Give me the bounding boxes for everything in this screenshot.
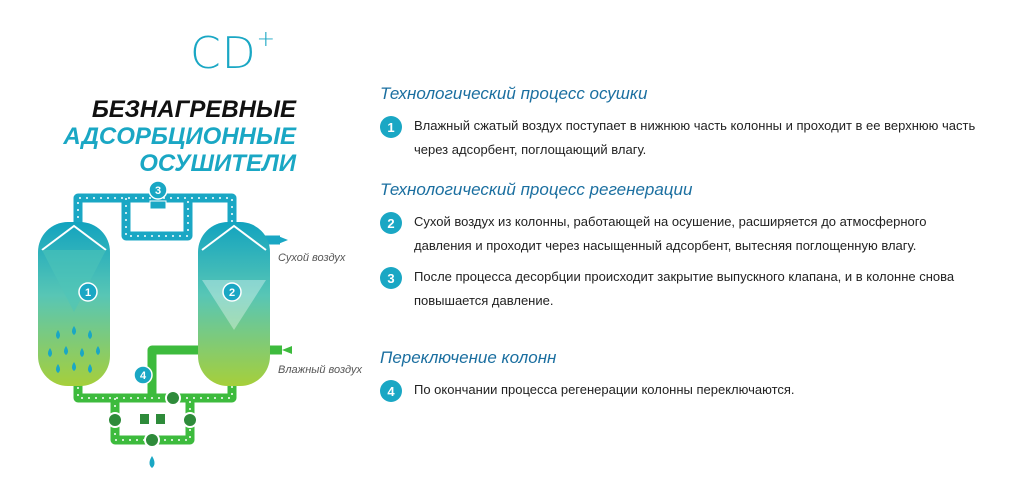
- brand-plus: +: [256, 27, 277, 53]
- headline-line-2: АДСОРБЦИОННЫЕ: [63, 123, 296, 150]
- dry-air-label: Сухой воздух: [278, 252, 346, 264]
- valve-3-icon: [150, 201, 166, 209]
- section-drying-title: Технологический процесс осушки: [380, 84, 648, 103]
- column-1: [38, 222, 110, 386]
- badge-2: [223, 283, 241, 301]
- headline-line-1: БЕЗНАГРЕВНЫЕ: [91, 96, 296, 123]
- headline-line-3: ОСУШИТЕЛИ: [139, 150, 296, 177]
- badge-3: [149, 181, 167, 199]
- badge-3-number: 3: [154, 185, 162, 197]
- badge-1-number: 1: [84, 287, 92, 299]
- step-3: [380, 265, 980, 313]
- dryer-diagram: [0, 0, 380, 485]
- step-2-text: Сухой воздух из колонны, работающей на осушение, расширяется до атмосферного давления и проходит через насыщенный адсорбент, вытесняя поглощенную влагу.: [414, 214, 927, 253]
- badge-1: [79, 283, 97, 301]
- dry-air-arrow-icon: [278, 236, 288, 244]
- badge-2-number: 2: [228, 287, 236, 299]
- badge-4: [134, 366, 152, 384]
- step-1-text: Влажный сжатый воздух поступает в нижнюю часть колонны и проходит в ее верхнюю часть через адсорбент, поглощающий влагу.: [414, 118, 976, 157]
- section-regeneration-title: Технологический процесс регенерации: [380, 180, 693, 199]
- wet-air-label: Влажный воздух: [278, 364, 362, 376]
- silencer-icon: [140, 414, 165, 424]
- step-1-badge: 1: [380, 116, 402, 138]
- column-2: [198, 222, 270, 386]
- drain-drop-icon: [150, 456, 155, 468]
- step-4-badge: 4: [380, 380, 402, 402]
- step-4-text: По окончании процесса регенерации колонны переключаются.: [414, 382, 795, 397]
- section-switching-title: Переключение колонн: [380, 348, 557, 367]
- step-2-badge: 2: [380, 212, 402, 234]
- step-2: [380, 210, 980, 258]
- badge-4-number: 4: [139, 370, 147, 382]
- step-1: [380, 114, 980, 162]
- wet-air-arrow-icon: [282, 346, 292, 354]
- step-3-text: После процесса десорбции происходит закрытие выпускного клапана, и в колонне снова повышается давление.: [414, 269, 955, 308]
- step-3-badge: 3: [380, 267, 402, 289]
- step-4: [380, 378, 980, 402]
- brand-name: CD: [190, 28, 257, 79]
